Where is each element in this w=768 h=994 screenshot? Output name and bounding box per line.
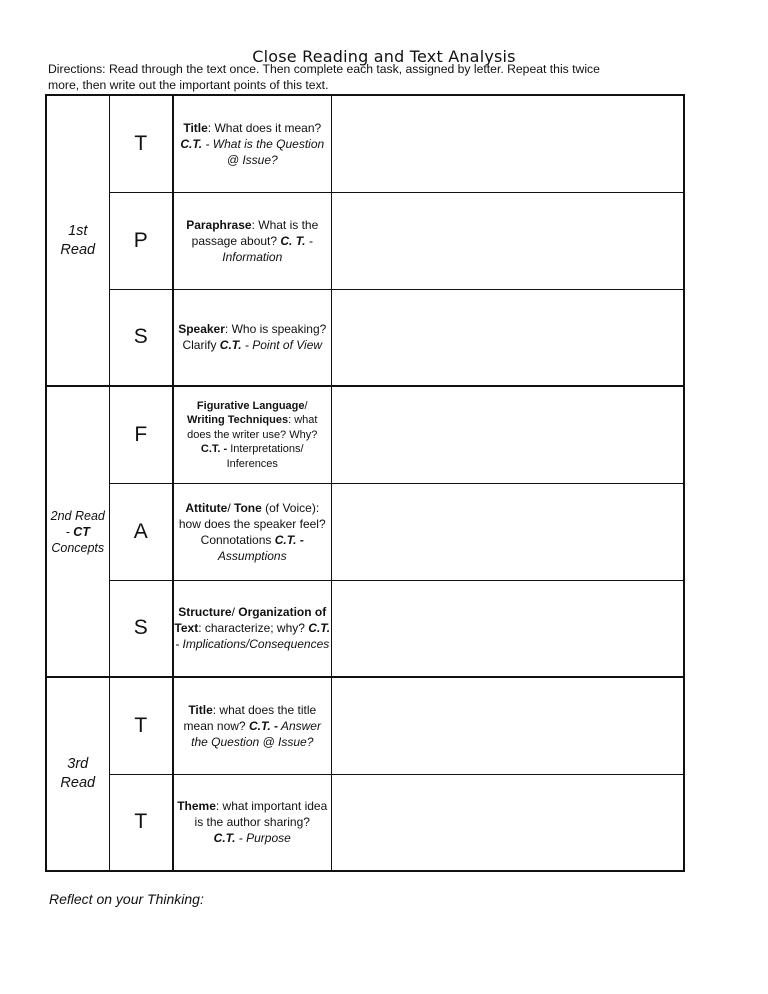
group-label-1st-read (46, 95, 109, 386)
ct-label: C.T. - (200, 443, 228, 455)
answer-cell[interactable] (331, 192, 684, 289)
analysis-table (45, 94, 685, 872)
task-heading-2: Tone (234, 500, 262, 515)
task-text: / (231, 605, 239, 620)
letter-cell: A (109, 483, 173, 580)
group-label-text: 1st Read (60, 222, 96, 258)
answer-cell[interactable] (331, 289, 684, 386)
letter-cell: S (109, 289, 173, 386)
task-description (173, 289, 331, 386)
table-row (46, 580, 684, 677)
letter-cell: T (109, 95, 173, 192)
task-text: / (304, 399, 308, 412)
letter-cell: P (109, 192, 173, 289)
group-label-ct: CT (73, 524, 90, 539)
ct-text: - Point of View (241, 338, 323, 353)
group-label-text: 3rd Read (60, 756, 96, 791)
task-text-2: : characterize; why? (198, 621, 305, 636)
task-heading: Structure (178, 605, 232, 620)
ct-text: - Information (222, 233, 313, 264)
letter-cell: T (109, 677, 173, 774)
group-label-text: 2nd Read - (50, 508, 105, 539)
answer-cell[interactable] (331, 580, 684, 677)
answer-cell[interactable] (331, 95, 684, 192)
task-heading: Theme (177, 799, 216, 814)
answer-cell[interactable] (331, 386, 684, 483)
task-heading: Title (188, 702, 213, 717)
table-row (46, 386, 684, 483)
table-row (46, 192, 684, 289)
document-title: Close Reading and Text Analysis (252, 47, 516, 66)
ct-label: C. T. (280, 233, 306, 248)
task-text-2: (of Voice): how does the speaker feel? Connotations (178, 500, 326, 547)
task-text: : What does it mean? (207, 120, 322, 135)
letter-cell: F (109, 386, 173, 483)
task-description (173, 483, 331, 580)
answer-cell[interactable] (331, 677, 684, 774)
task-heading: Attitute (185, 500, 228, 515)
directions-text: Directions: Read through the text once. Then complete each task, assigned by letter. Repeat this twice more, then write out the important points of this text. (48, 62, 600, 92)
task-description (173, 774, 331, 871)
task-text-2: : what does the writer use? Why? (187, 414, 318, 441)
task-text: : what important idea is the author sharing? (194, 799, 328, 830)
task-description (173, 677, 331, 774)
ct-label: C.T. (219, 338, 242, 353)
ct-label: C.T. - (274, 532, 304, 547)
table-row (46, 774, 684, 871)
ct-label: C.T. (180, 136, 203, 151)
ct-text: Interpretations/ Inferences (226, 443, 304, 470)
table-row (46, 95, 684, 192)
task-text: : Who is speaking? Clarify (182, 322, 327, 353)
table-row (46, 483, 684, 580)
group-label-suffix: Concepts (51, 540, 105, 555)
task-description (173, 386, 331, 483)
task-heading: Speaker (178, 322, 225, 337)
ct-label: C.T. (308, 621, 331, 636)
task-heading: Figurative Language (196, 399, 305, 412)
task-text: : what does the title mean now? (183, 702, 317, 733)
task-heading-2: Writing Techniques (187, 414, 289, 426)
table-row (46, 677, 684, 774)
ct-label: C.T. - (248, 718, 279, 733)
reflect-prompt: Reflect on your Thinking: (49, 891, 204, 907)
ct-text: Assumptions (217, 548, 287, 563)
task-heading: Paraphrase (186, 217, 252, 232)
ct-text: Answer the Question @ Issue? (191, 718, 321, 749)
ct-text: - Purpose (235, 831, 291, 846)
ct-label: C.T. (213, 831, 236, 846)
table-row (46, 289, 684, 386)
task-description (173, 580, 331, 677)
task-heading-2: Organization of Text (174, 605, 327, 636)
letter-cell: S (109, 580, 173, 677)
task-text: : What is the passage about? (191, 217, 319, 248)
task-heading: Title (183, 120, 208, 135)
group-label-3rd-read (46, 677, 109, 871)
ct-text: - What is the Question @ Issue? (202, 136, 325, 167)
task-description (173, 95, 331, 192)
task-text: / (227, 500, 235, 515)
answer-cell[interactable] (331, 774, 684, 871)
letter-cell: T (109, 774, 173, 871)
group-label-2nd-read (46, 386, 109, 677)
ct-text: - Implications/Consequences (175, 637, 330, 652)
answer-cell[interactable] (331, 483, 684, 580)
task-description (173, 192, 331, 289)
